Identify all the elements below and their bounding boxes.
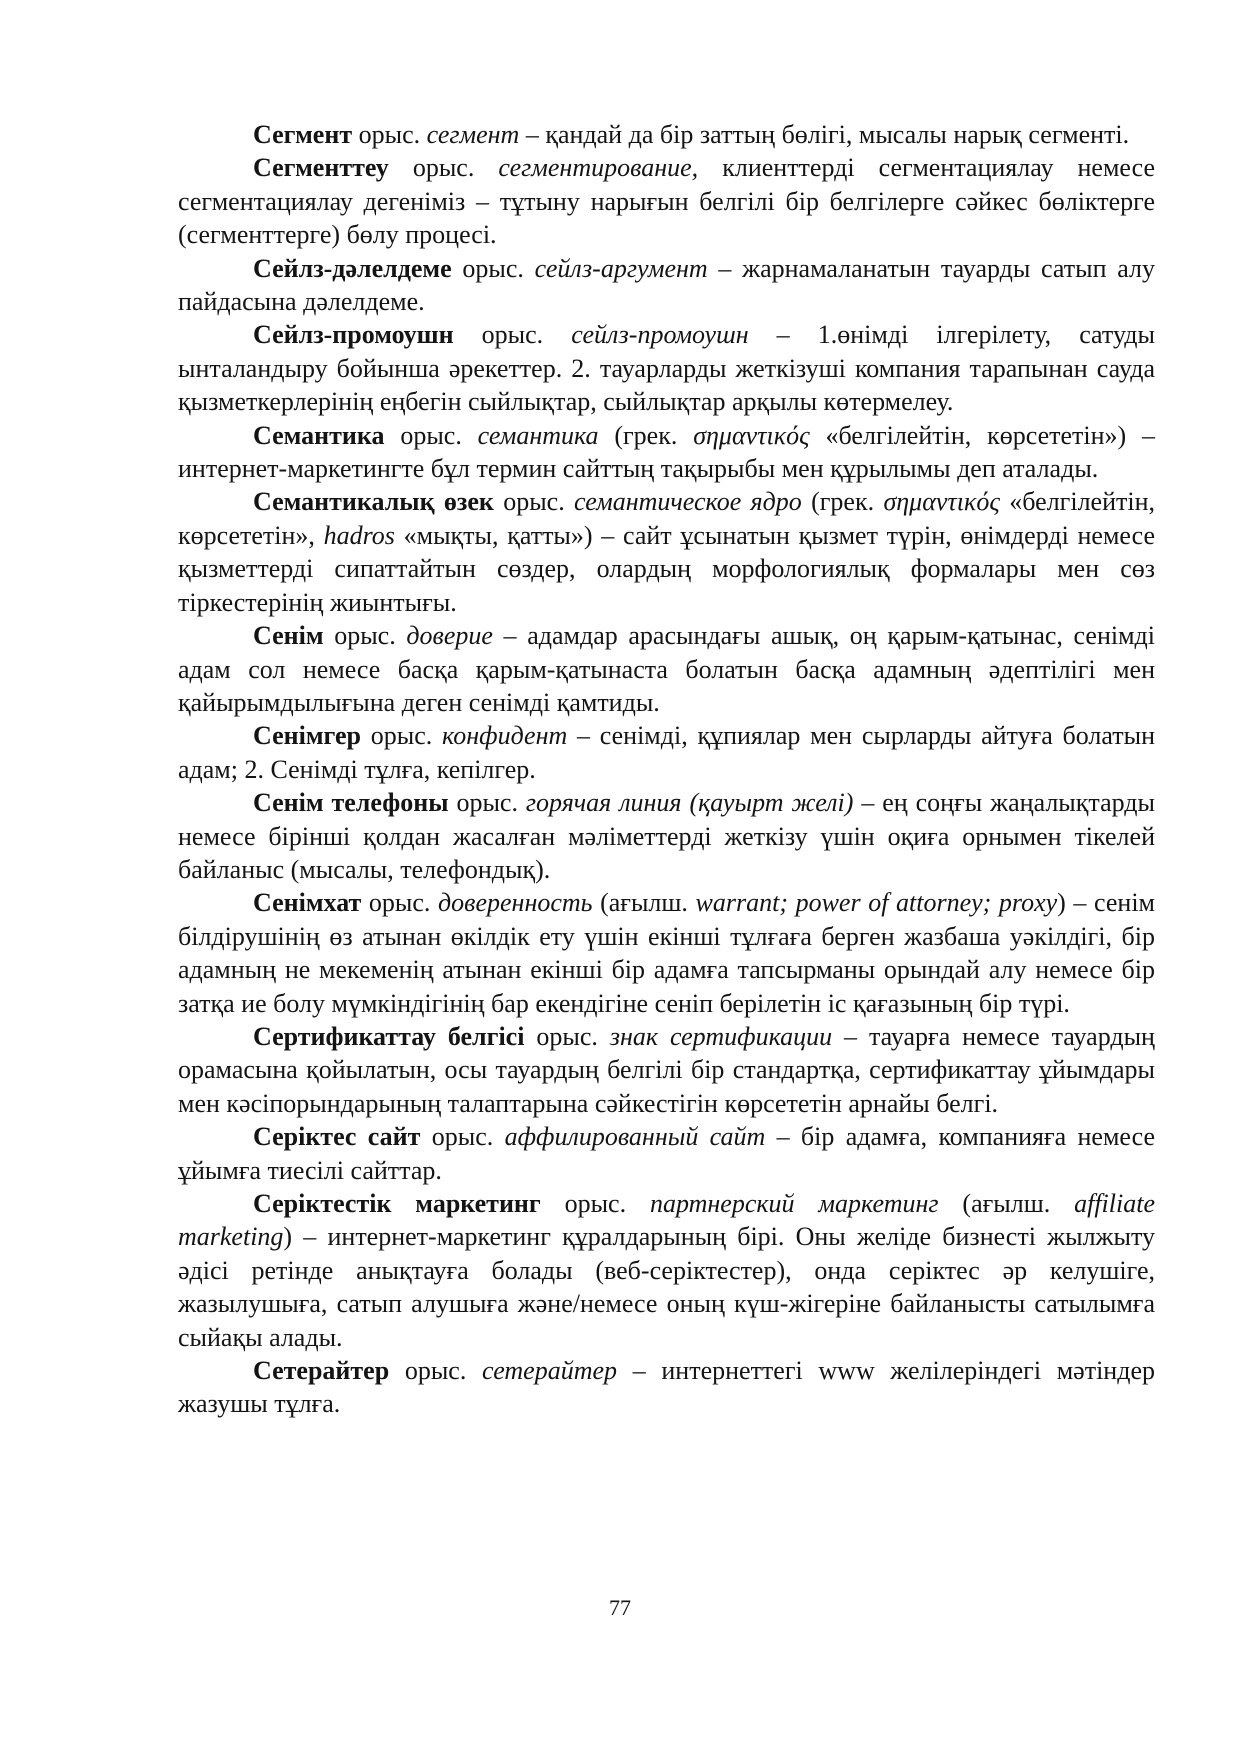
entry-lang-label: орыс. <box>361 721 443 751</box>
entry-term: Семантикалық өзек <box>253 487 494 517</box>
entry-term: Сенімгер <box>253 721 362 751</box>
dictionary-entry-hotline <box>178 786 1155 886</box>
entry-term: Серіктестік маркетинг <box>253 1189 541 1218</box>
entry-definition: – қандай да бір заттың бөлігі, мысалы нарық сегменті. <box>519 120 1130 149</box>
entry-term: Семантика <box>253 420 385 450</box>
dictionary-entry-semantics <box>178 419 1155 486</box>
entry-definition: клиенттерді сегментациялау немесе сегментациялау дегеніміз – тұтыну нарығын белгілі бір белгілерге сәйкес бөліктерге (сегменттерге) бөлу процесі. <box>178 153 1156 250</box>
entry-etymology-label: (ағылш. <box>592 888 696 918</box>
entry-term: Сенім телефоны <box>253 788 449 818</box>
entry-definition: ) – интернет-маркетинг құралдарының бірі. Оны желіде бизнесті жылжыту әдісі ретінде анықтауға болады (веб-серіктестер), онда серіктес әр келушіге, жазылушыға, сатып алушыға және/немесе оның күш-жігеріне байланысты сатылымға сыйақы алады. <box>178 1222 1155 1352</box>
entry-russian-equivalent: доверенность <box>438 888 593 918</box>
entry-russian-equivalent: горячая линия (қауырт желі) <box>525 788 854 818</box>
entry-term: Сегменттеу <box>253 153 389 183</box>
entry-etymology-gloss: «белгілейтін, көрсететін», <box>178 487 1156 550</box>
entry-lang-label: орыс. <box>453 320 572 350</box>
entry-definition: – жарнамаланатын тауарды сатып алу пайдасына дәлелдеме. <box>178 253 1155 317</box>
entry-lang-label: орыс. <box>524 1021 610 1051</box>
entry-definition: – бір адамға, компанияға немесе ұйымға тиесілі сайттар. <box>178 1122 1156 1185</box>
entry-lang-label: орыс. <box>451 253 535 283</box>
entry-definition: – сенімді, құпиялар мен сырларды айтуға болатын адам; 2. Сенімді тұлға, кепілгер. <box>178 721 1156 784</box>
entry-lang-label: орыс. <box>323 621 407 651</box>
entry-etymology-label: (грек. <box>801 487 884 517</box>
entry-russian-equivalent: сегмент <box>426 120 520 149</box>
entry-english-equivalent: warrant; power of attorney; proxy <box>695 888 1058 918</box>
entry-russian-equivalent: семантическое ядро <box>574 487 802 517</box>
entry-definition: – интернеттегі www желілеріндегі мәтіндер жазушы тұлға. <box>178 1356 1155 1419</box>
dictionary-entry-power-of-attorney <box>178 886 1155 1020</box>
entry-russian-equivalent: семантика <box>477 420 599 450</box>
page-number: 77 <box>609 1595 631 1620</box>
dictionary-entry-segment <box>178 118 1155 151</box>
entry-term: Сейлз-дәлелдеме <box>253 253 452 283</box>
dictionary-entry-certification-mark <box>178 1020 1155 1120</box>
entry-definition: ) – сенім білдірушінің өз атынан өкілдік ету үшін екінші тұлғаға берген жазбаша уәкілдігі, бір адамның не мекеменің атынан екінші бір адамға тапсырманы орындай алу немесе бір затқа ие болу мүмкіндігінің бар екендігіне сеніп берілетін іс қағазының бір түрі. <box>178 888 1155 1018</box>
entry-lang-label: орыс. <box>493 487 575 517</box>
entry-russian-equivalent: партнерский маркетинг <box>649 1189 939 1218</box>
entry-term: Сейлз-промоушн <box>253 320 454 350</box>
dictionary-entry-sales-promotion <box>178 318 1155 418</box>
dictionary-page <box>178 118 1155 1421</box>
entry-etymology-label: (грек. <box>598 420 694 450</box>
entry-russian-equivalent: доверие <box>406 621 493 651</box>
entry-lang-label: орыс. <box>388 153 499 183</box>
entry-definition: – 1.өнімді ілгерілету, сатуды ынталандыру бойынша әрекеттер. 2. тауарларды жеткізуші компания тарапынан сауда қызметкерлерінің еңбегін сыйлықтар, сыйлықтар арқылы көтермелеу. <box>178 320 1155 417</box>
entry-term: Сенім <box>253 621 324 651</box>
dictionary-entry-semantic-core <box>178 485 1155 619</box>
entry-lang-label: орыс. <box>389 1356 483 1386</box>
entry-definition: – тауарға немесе тауардың орамасына қойылатын, осы тауардың белгілі бір стандартқа, сертификаттау ұйымдары мен кәсіпорындарының талаптарына сәйкестігін көрсететін арнайы белгі. <box>178 1021 1155 1118</box>
entry-term: Серіктес сайт <box>253 1122 421 1152</box>
entry-russian-equivalent: сетерайтер <box>482 1356 618 1386</box>
entry-russian-equivalent: сейлз-аргумент <box>534 253 708 283</box>
entry-term: Сегмент <box>253 120 353 149</box>
dictionary-entry-sales-argument <box>178 252 1155 319</box>
entry-lang-label: орыс. <box>448 788 526 818</box>
entry-definition: – ең соңғы жаңалықтарды немесе бірінші қолдан жасалған мәліметтерді жеткізу үшін оқиға орнымен тікелей байланыс (мысалы, телефондық). <box>178 788 1155 884</box>
entry-english-equivalent: affiliate marketing <box>178 1189 1155 1252</box>
entry-russian-equivalent: сегментирование, <box>498 153 699 183</box>
dictionary-entry-affiliate-marketing <box>178 1187 1155 1354</box>
dictionary-entry-segmenting <box>178 151 1155 251</box>
entry-term: Сертификаттау белгісі <box>253 1021 525 1051</box>
dictionary-entry-copywriter <box>178 1354 1155 1421</box>
dictionary-entry-affiliated-site <box>178 1120 1155 1187</box>
entry-russian-equivalent: аффилированный сайт <box>504 1122 766 1152</box>
entry-lang-label: орыс. <box>420 1122 505 1152</box>
entry-lang-label: орыс. <box>352 120 427 149</box>
entry-lang-label: орыс. <box>540 1189 650 1218</box>
entry-greek-word-2: hadros <box>323 520 395 550</box>
entry-definition: – адамдар арасындағы ашық, оң қарым-қатынас, сенімді адам сол немесе басқа қарым-қатынаста болатын басқа адамның әдептілігі мен қайырымдылығына деген сенімді қамтиды. <box>178 621 1155 717</box>
entry-lang-label: орыс. <box>384 420 478 450</box>
entry-definition: «мықты, қатты») – сайт ұсынатын қызмет түрін, өнімдерді немесе қызметтерді сипаттайтын сөздер, олардың морфологиялық формалары мен сөз тіркестерінің жиынтығы. <box>178 520 1155 617</box>
entry-russian-equivalent: знак сертификации <box>609 1021 833 1051</box>
entry-term: Сенімхат <box>253 888 362 918</box>
entry-russian-equivalent: сейлз-промоушн <box>571 320 749 350</box>
entry-greek-word: σημαντικός <box>883 487 1000 517</box>
entry-term: Сетерайтер <box>253 1356 390 1386</box>
entry-lang-label: орыс. <box>361 888 439 918</box>
entry-greek-word: σημαντικός <box>693 420 810 450</box>
dictionary-entry-confidant <box>178 719 1155 786</box>
dictionary-entry-trust <box>178 619 1155 719</box>
entry-definition: «белгілейтін, көрсететін») – интернет-маркетингте бұл термин сайттың тақырыбы мен құрылымы деп аталады. <box>178 420 1155 484</box>
entry-russian-equivalent: конфидент <box>442 721 568 751</box>
entry-etymology-label: (ағылш. <box>938 1189 1075 1218</box>
